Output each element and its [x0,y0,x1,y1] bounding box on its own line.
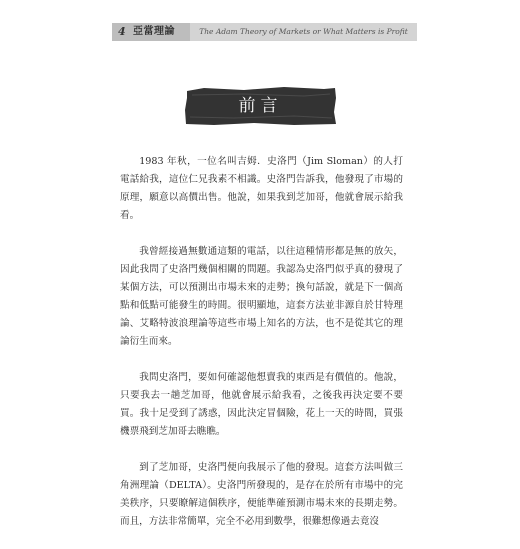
page-number: 4 [118,25,126,38]
chapter-title: 前言 [238,96,283,116]
body-text [120,153,403,549]
running-header-book-title: 亞當理論 [133,26,175,37]
paragraph: 我曾經接過無數通這類的電話，以往這種情形都是無的放矢，因此我問了史洛門幾個相關的問題。我認為史洛門似乎真的發現了某個方法，可以預測出市場未來的走勢；換句話說，就是下一個高點和低點可能發生的時間。很明顯地，這套方法並非源自於甘特理論、艾略特波浪理論等這些市場上知名的方法，也不是從其它的理論衍生而來。 [120,246,403,347]
paragraph: 我問史洛門，要如何確認他想賣我的東西是有價值的。他說，只要我去一趟芝加哥，他就會展示給我看，之後我再決定要不要買。我十足受到了誘惑，因此決定冒個險，花上一天的時間，買張機票飛到芝加哥去瞧瞧。 [120,372,403,437]
paragraph: 到了芝加哥，史洛門便向我展示了他的發現。這套方法叫做三角洲理論（DELTA）。史洛門所發現的，是存在於所有市場中的完美秩序，只要瞭解這個秩序，便能準確預測市場未來的長期走勢。而且，方法非常簡單，完全不必用到數學，很難想像過去竟沒 [120,462,403,527]
running-header-book-subtitle: The Adam Theory of Markets or What Matters is Profit [199,27,408,36]
paragraph: 1983 年秋，一位名叫吉姆．史洛門（Jim Sloman）的人打電話給我，這位仁兄我素不相識。史洛門告訴我，他發現了市場的原理，願意以高價出售。他說，如果我到芝加哥，他就會展示給我看。 [120,156,403,221]
